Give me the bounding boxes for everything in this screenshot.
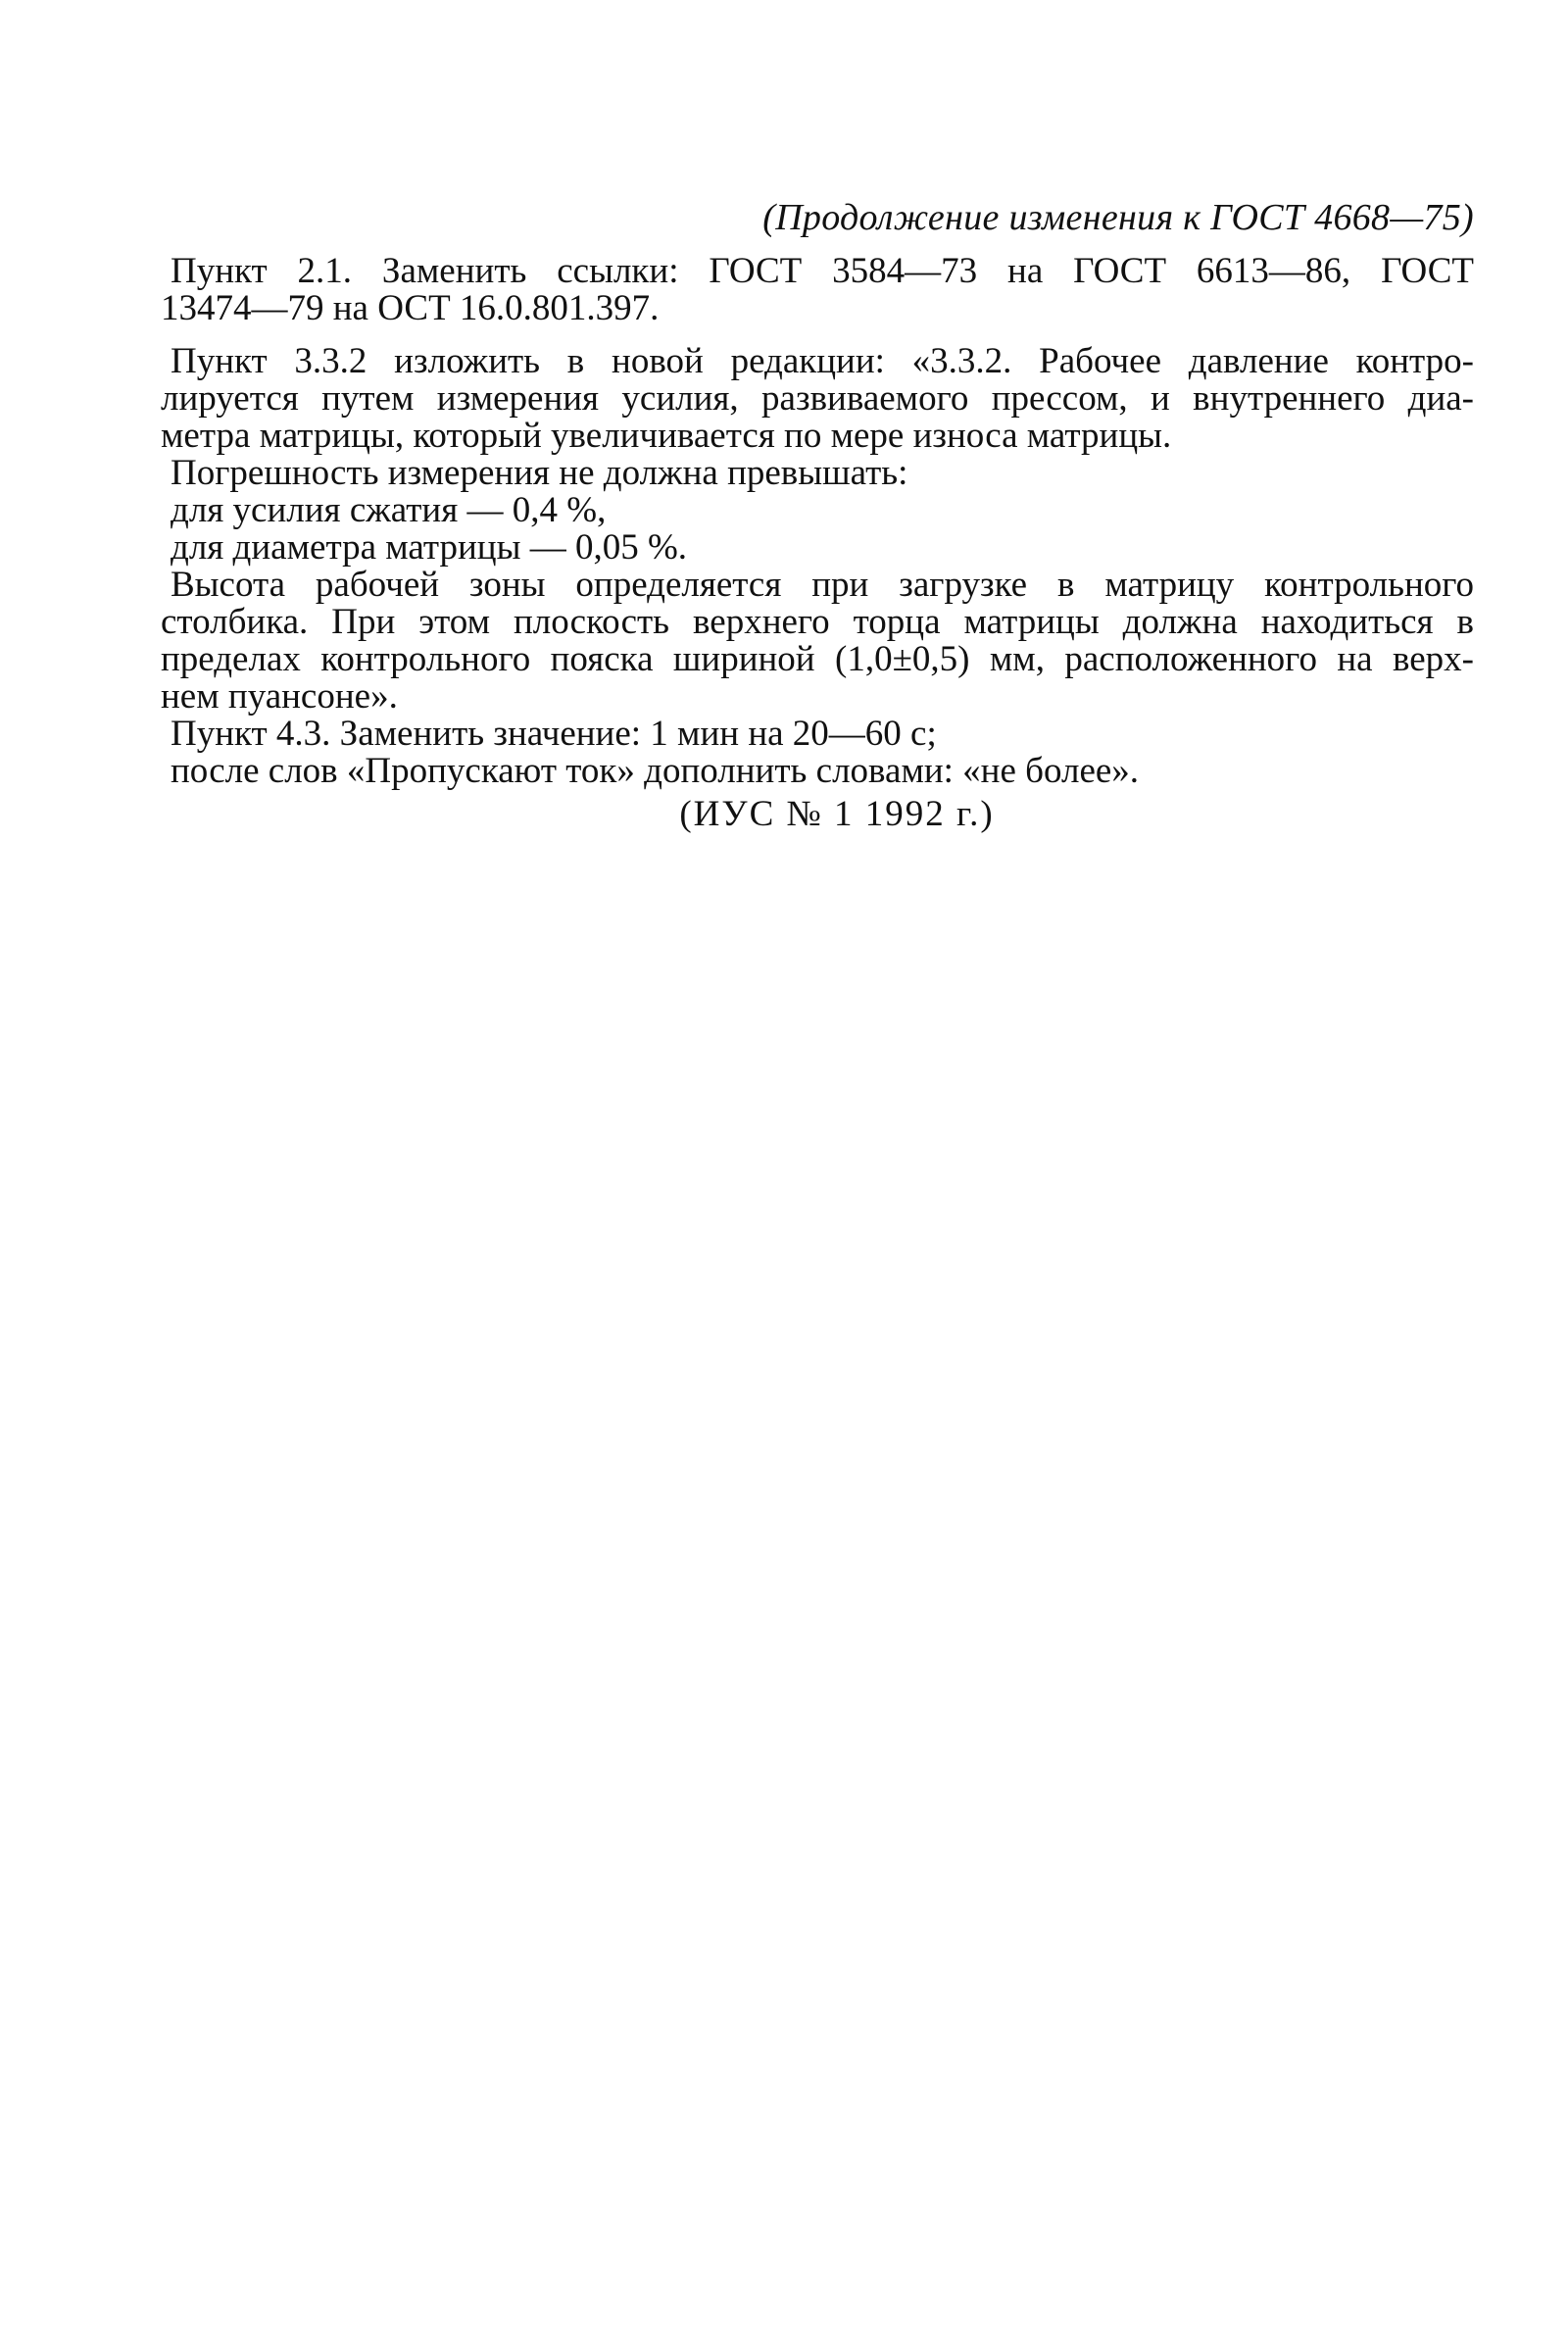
- paragraph-item-4-3: Пункт 4.3. Заменить значение: 1 мин на 20—60 с;: [171, 714, 937, 754]
- paragraph-compression-error: для усилия сжатия — 0,4 %,: [171, 490, 607, 530]
- text-line: лируется путем измерения усилия, развиваемого прессом, и внутреннего диа-: [161, 378, 1474, 419]
- continuation-header: (Продолжение изменения к ГОСТ 4668—75): [762, 197, 1474, 238]
- text-line: Пункт 3.3.2 изложить в новой редакции: «3.3.2. Рабочее давление контро-: [171, 341, 1474, 381]
- text-line: 13474—79 на ОСТ 16.0.801.397.: [161, 288, 660, 328]
- text-line: Пункт 2.1. Заменить ссылки: ГОСТ 3584—73 на ГОСТ 6613—86, ГОСТ: [171, 251, 1474, 291]
- text-line: метра матрицы, который увеличивается по мере износа матрицы.: [161, 416, 1172, 456]
- document-body: [161, 196, 1474, 833]
- source-reference: (ИУС № 1 1992 г.): [679, 794, 995, 834]
- paragraph-diameter-error: для диаметра матрицы — 0,05 %.: [171, 527, 688, 568]
- text-line: Высота рабочей зоны определяется при загрузке в матрицу контрольного: [171, 565, 1474, 605]
- text-line: нем пуансоне».: [161, 676, 398, 717]
- paragraph-current-addition: после слов «Пропускают ток» дополнить словами: «не более».: [171, 751, 1140, 791]
- text-line: пределах контрольного пояска шириной (1,0±0,5) мм, расположенного на верх-: [161, 639, 1474, 679]
- text-line: столбика. При этом плоскость верхнего торца матрицы должна находиться в: [161, 602, 1474, 642]
- paragraph-item-3-3-2: [161, 343, 1474, 455]
- paragraph-item-2-1: [161, 253, 1474, 327]
- paragraph-error-intro: Погрешность измерения не должна превышать:: [171, 453, 908, 493]
- paragraph-working-zone: [161, 567, 1474, 716]
